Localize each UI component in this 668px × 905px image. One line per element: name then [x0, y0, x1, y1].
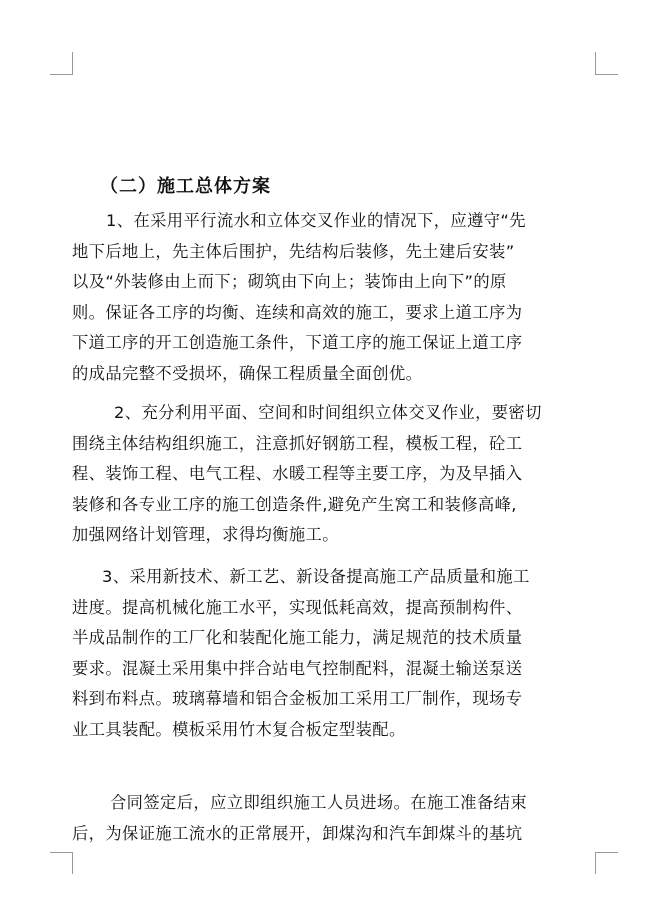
paragraph-line: 进度。提高机械化施工水平，实现低耗高效，提高预制构件、 — [72, 597, 523, 617]
paragraph-line: 料到布料点。玻璃幕墙和铝合金板加工采用工厂制作，现场专 — [72, 689, 523, 708]
paragraph-line: 要求。混凝土采用集中拌合站电气控制配料，混凝土输送泵送 — [72, 658, 523, 678]
paragraph-line: 下道工序的开工创造施工条件，下道工序的施工保证上道工序 — [72, 333, 523, 352]
paragraph-1 — [72, 206, 596, 389]
paragraph-line: 1、在采用平行流水和立体交叉作业的情况下，应遵守“先 — [106, 211, 526, 230]
paragraph-line: 后，为保证施工流水的正常展开，卸煤沟和汽车卸煤斗的基坑 — [72, 823, 523, 843]
paragraph-line: 的成品完整不受损坏，确保工程质量全面创优。 — [72, 363, 423, 383]
paragraph-line: 围绕主体结构组织施工，注意抓好钢筋工程，模板工程，砼工 — [72, 433, 523, 453]
paragraph-line: 地下后地上，先主体后围护，先结构后装修，先土建后安装” — [72, 241, 515, 261]
paragraph-line: 装修和各专业工序的施工创造条件,避免产生窝工和装修高峰, — [72, 494, 517, 514]
paragraph-line: 2、充分利用平面、空间和时间组织立体交叉作业，要密切 — [114, 403, 542, 422]
paragraph-line: 合同签定后，应立即组织施工人员进场。在施工准备结束 — [110, 793, 528, 812]
crop-mark-top-left — [72, 52, 73, 74]
crop-mark-top-right — [595, 74, 618, 75]
crop-mark-top-right — [595, 52, 596, 74]
paragraph-line: 业工具装配。模板采用竹木复合板定型装配。 — [72, 719, 406, 739]
paragraph-4 — [72, 788, 596, 849]
paragraph-line: 程、装饰工程、电气工程、水暖工程等主要工序，为及早插入 — [72, 464, 523, 483]
crop-mark-bottom-left — [50, 852, 73, 853]
crop-mark-top-left — [50, 74, 73, 75]
crop-mark-bottom-right — [595, 852, 596, 874]
paragraph-line: 半成品制作的工厂化和装配化施工能力，满足规范的技术质量 — [72, 628, 523, 647]
paragraph-line: 以及“外装修由上而下；砌筑由下向上；装饰由上向下”的原 — [72, 272, 507, 291]
paragraph-line: 3、采用新技术、新工艺、新设备提高施工产品质量和施工 — [102, 567, 530, 586]
paragraph-line: 则。保证各工序的均衡、连续和高效的施工，要求上道工序为 — [72, 302, 523, 322]
crop-mark-bottom-right — [595, 852, 618, 853]
paragraph-2 — [72, 398, 596, 551]
paragraph-line: 加强网络计划管理，求得均衡施工。 — [72, 525, 339, 544]
crop-mark-bottom-left — [72, 852, 73, 874]
paragraph-3 — [72, 562, 596, 745]
section-heading: （二）施工总体方案 — [100, 176, 271, 197]
